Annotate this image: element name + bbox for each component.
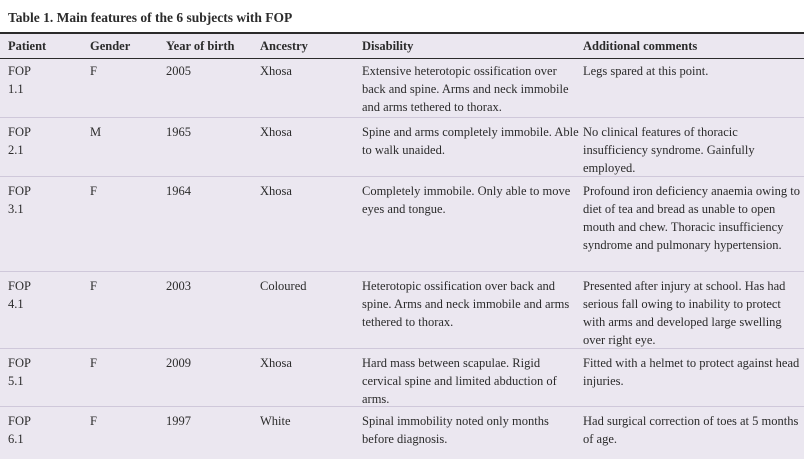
cell-year-of-birth: 2003: [166, 279, 191, 293]
cell-disability: Completely immobile. Only able to move eyes and tongue.: [362, 184, 571, 216]
cell-additional-comments: Fitted with a helmet to protect against head injuries.: [583, 356, 800, 388]
cell-disability: Spine and arms completely immobile. Able to walk unaided.: [362, 125, 579, 157]
cell-patient: FOP 1.1: [8, 64, 31, 96]
cell-ancestry: Xhosa: [260, 356, 292, 370]
cell-additional-comments: Legs spared at this point.: [583, 64, 709, 78]
cell-ancestry: Coloured: [260, 279, 307, 293]
cell-patient: FOP 4.1: [8, 279, 31, 311]
table-row: [0, 177, 804, 272]
table-row: [0, 407, 804, 459]
cell-year-of-birth: 1964: [166, 184, 191, 198]
table-row: [0, 118, 804, 177]
cell-ancestry: Xhosa: [260, 184, 292, 198]
cell-additional-comments: Profound iron deficiency anaemia owing to diet of tea and bread as unable to open mouth and chew. Thoracic insufficiency syndrome and pulmonary hypertension.: [583, 184, 800, 252]
header-patient: Patient: [8, 39, 47, 53]
cell-gender: F: [90, 356, 97, 370]
cell-patient: FOP 6.1: [8, 414, 31, 446]
cell-additional-comments: Presented after injury at school. Has had serious fall owing to inability to protect with arms and developed large swelling over right eye.: [583, 279, 786, 347]
cell-gender: F: [90, 279, 97, 293]
cell-year-of-birth: 1997: [166, 414, 191, 428]
header-gender: Gender: [90, 39, 131, 53]
cell-ancestry: Xhosa: [260, 64, 292, 78]
cell-disability: Spinal immobility noted only months before diagnosis.: [362, 414, 549, 446]
header-ancestry: Ancestry: [260, 39, 308, 53]
header-additional-comments: Additional comments: [583, 39, 698, 53]
table-title: Table 1. Main features of the 6 subjects with FOP: [8, 10, 293, 25]
table-row: [0, 272, 804, 349]
table-row: [0, 59, 804, 118]
cell-gender: F: [90, 184, 97, 198]
cell-gender: M: [90, 125, 102, 139]
cell-disability: Extensive heterotopic ossification over back and spine. Arms and neck immobile and arms tethered to thorax.: [362, 64, 569, 114]
cell-gender: F: [90, 414, 97, 428]
table-row: [0, 349, 804, 407]
cell-year-of-birth: 2005: [166, 64, 191, 78]
cell-ancestry: White: [260, 414, 291, 428]
cell-patient: FOP 3.1: [8, 184, 31, 216]
cell-patient: FOP 2.1: [8, 125, 31, 157]
cell-gender: F: [90, 64, 97, 78]
cell-disability: Heterotopic ossification over back and spine. Arms and neck immobile and arms tethered to thorax.: [362, 279, 570, 329]
cell-additional-comments: Had surgical correction of toes at 5 months of age.: [583, 414, 799, 446]
cell-ancestry: Xhosa: [260, 125, 292, 139]
title-bar: [0, 0, 804, 32]
header-year-of-birth: Year of birth: [166, 39, 235, 53]
cell-additional-comments: No clinical features of thoracic insufficiency syndrome. Gainfully employed.: [583, 125, 755, 175]
table-header: [0, 34, 804, 58]
cell-year-of-birth: 2009: [166, 356, 191, 370]
cell-disability: Hard mass between scapulae. Rigid cervical spine and limited abduction of arms.: [362, 356, 557, 406]
cell-patient: FOP 5.1: [8, 356, 31, 388]
header-disability: Disability: [362, 39, 414, 53]
cell-year-of-birth: 1965: [166, 125, 191, 139]
